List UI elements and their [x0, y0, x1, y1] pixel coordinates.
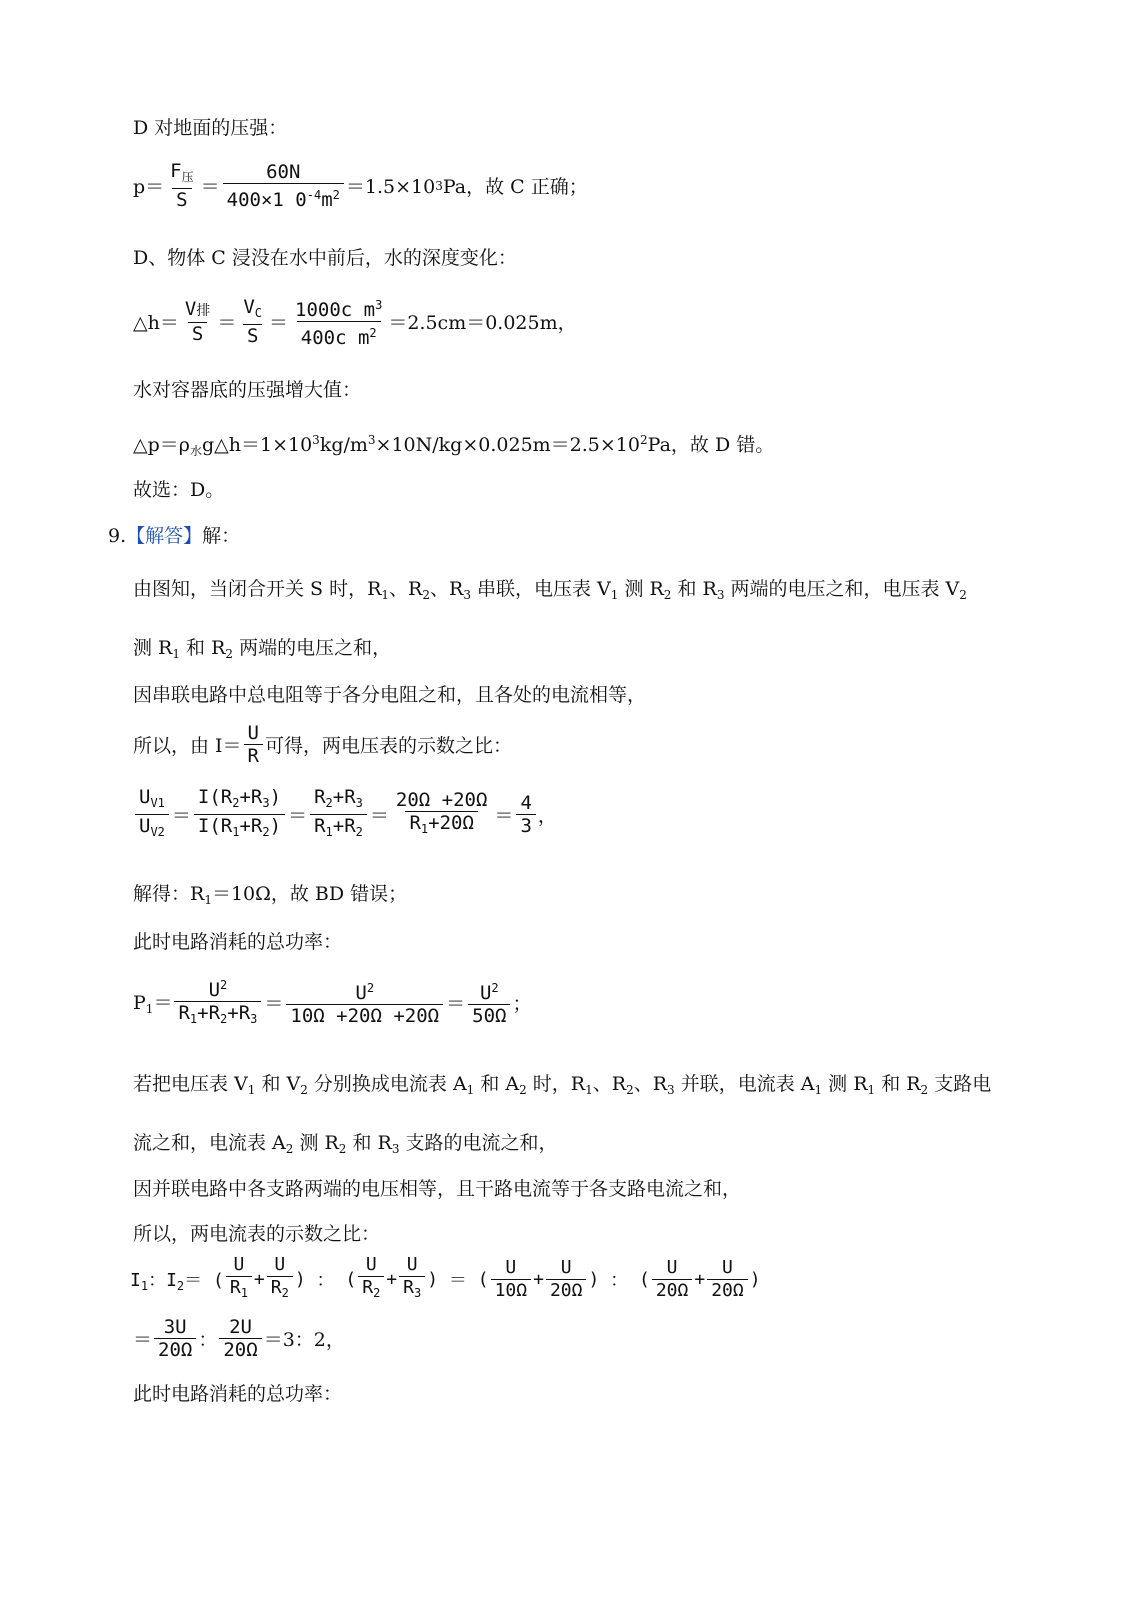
text-line: $\triangle p=\rho_水g\triangle h=1\times 10^3kg/m^3\times 10N/kg\times 0.025m=2.5\times 10^2Pa$，故 D 错。 — [133, 433, 775, 458]
question-header: 9.【解答】解： — [108, 525, 241, 547]
text-line: 流之和，电流表 $A_2$ 测 $R_2$ 和 $R_3$ 支路的电流之和， — [133, 1132, 558, 1156]
equation-depth: △h＝ $\frac{\text{V排}}{S}$ ＝ $\frac{V_C}{S}$ ＝ $\frac{1000c m^3}{400c m^2}$ ＝2.5cm＝0.025m， — [133, 296, 577, 349]
question-number: 9. — [108, 525, 127, 547]
fraction: $\frac{4}{3}$ — [516, 792, 535, 837]
text-line: 若把电压表 $V_1$ 和 $V_2$ 分别换成电流表 $A_1$ 和 $A_2$ 时，$R_1$、$R_2$、$R_3$ 并联，电流表 $A_1$ 测 $R_1$ 和 $R_2$ 支路电 — [133, 1073, 992, 1097]
fraction: $\frac{U}{R_2}$ — [267, 1254, 293, 1304]
text-line: 测 $R_1$ 和 $R_2$ 两端的电压之和， — [133, 637, 392, 661]
fraction: $\frac{3U}{20\Omega}$ — [154, 1316, 196, 1361]
text-line: D、物体 C 浸没在水中前后，水的深度变化： — [133, 247, 517, 269]
equation-current-ratio: $I_1$：$I_2=$ ( $\frac{U}{R_1}$ + $\frac{U}{R_2}$ ) ： ( $\frac{U}{R_2}$ + $\frac{U}{R_3}$ ) ＝ ( $\frac{U}{10\Omega}$ + $\frac{U}{20\Omega}$ ) ： ( $\frac{U}{20\Omega}$ + $\frac{U}{20\Omega}$ ) — [130, 1254, 761, 1304]
text-line: 所以，由 I＝ $\frac{U}{R}$ 可得，两电压表的示数之比： — [133, 722, 513, 767]
fraction: $\frac{U}{20\Omega}$ — [546, 1257, 587, 1302]
fraction: $\frac{U}{R_3}$ — [399, 1254, 425, 1304]
fraction: $\frac{2U}{20\Omega}$ — [219, 1316, 261, 1361]
fraction: $\frac{I(R_2+R_3)}{I(R_1+R_2)}$ — [194, 786, 285, 843]
text-line: 水对容器底的压强增大值： — [133, 379, 362, 401]
fraction: $\frac{U^2}{50\Omega}$ — [468, 977, 510, 1027]
text-line: 故选：D。 — [133, 479, 225, 501]
text-line: 解得：$R_1=10\Omega$，故 BD 错误； — [133, 883, 408, 907]
text-line: 此时电路消耗的总功率： — [133, 931, 343, 953]
fraction: $\frac{1000c m^3}{400c m^2}$ — [295, 298, 383, 349]
fraction: $\frac{U}{R_1}$ — [226, 1254, 252, 1304]
fraction: $\frac{U}{10\Omega}$ — [491, 1257, 532, 1302]
equation-current-ratio-result: ＝ $\frac{3U}{20\Omega}$ ： $\frac{2U}{20\Omega}$ ＝3：2， — [133, 1316, 345, 1361]
equation-pressure: p＝ $\frac{F_压}{S}$ ＝ $\frac{60N}{400\times 1 0^{-4}m^2}$ ＝1.5×10 3 Pa，故 C 正确； — [133, 160, 588, 211]
text-line: D 对地面的压强： — [133, 117, 288, 139]
answer-tag: 【解答】 — [126, 525, 203, 547]
fraction: $\frac{V_C}{S}$ — [243, 296, 263, 347]
text-line: 由图知，当闭合开关 S 时，$R_1$、$R_2$、$R_3$ 串联，电压表 $V_1$ 测 $R_2$ 和 $R_3$ 两端的电压之和，电压表 $V_2$ — [133, 578, 967, 602]
equation-voltage-ratio: $\frac{U_{V1}}{U_{V2}}$ ＝ $\frac{I(R_2+R_3)}{I(R_1+R_2)}$ ＝ $\frac{R_2+R_3}{R_1+R_2}$ ＝ $\frac{20\Omega +20\Omega}{R_1+20\Omega}$ ＝ $\frac{4}{3}$ ， — [133, 786, 557, 843]
fraction: $\frac{F_压}{S}$ — [170, 160, 194, 211]
text-line: 因并联电路中各支路两端的电压相等，且干路电流等于各支路电流之和， — [133, 1178, 742, 1200]
fraction: $\frac{R_2+R_3}{R_1+R_2}$ — [310, 786, 367, 843]
text-line: 因串联电路中总电阻等于各分电阻之和，且各处的电流相等， — [133, 684, 647, 706]
fraction: $\frac{U^2}{10\Omega +20\Omega +20\Omega}$ — [286, 977, 443, 1027]
fraction: $\frac{U}{20\Omega}$ — [652, 1257, 693, 1302]
fraction: $\frac{U}{R}$ — [244, 722, 263, 767]
text-line: 此时电路消耗的总功率： — [133, 1383, 343, 1405]
equation-power: $P_1=$ $\frac{U^2}{R_1+R_2+R_3}$ ＝ $\frac{U^2}{10\Omega +20\Omega +20\Omega}$ ＝ $\frac{U^2}{50\Omega}$ ； — [133, 974, 531, 1030]
eq-text: p＝ — [133, 176, 165, 198]
fraction: $\frac{U}{20\Omega}$ — [707, 1257, 748, 1302]
fraction: $\frac{U}{R_2}$ — [358, 1254, 384, 1304]
fraction: $\frac{60N}{400\times 1 0^{-4}m^2}$ — [223, 161, 344, 211]
fraction: $\frac{U^2}{R_1+R_2+R_3}$ — [174, 974, 261, 1030]
fraction: $\frac{\text{V排}}{S}$ — [184, 298, 211, 345]
text-line: 所以，两电流表的示数之比： — [133, 1223, 381, 1245]
fraction: $\frac{20\Omega +20\Omega}{R_1+20\Omega}$ — [392, 789, 492, 840]
fraction: $\frac{U_{V1}}{U_{V2}}$ — [135, 786, 169, 843]
